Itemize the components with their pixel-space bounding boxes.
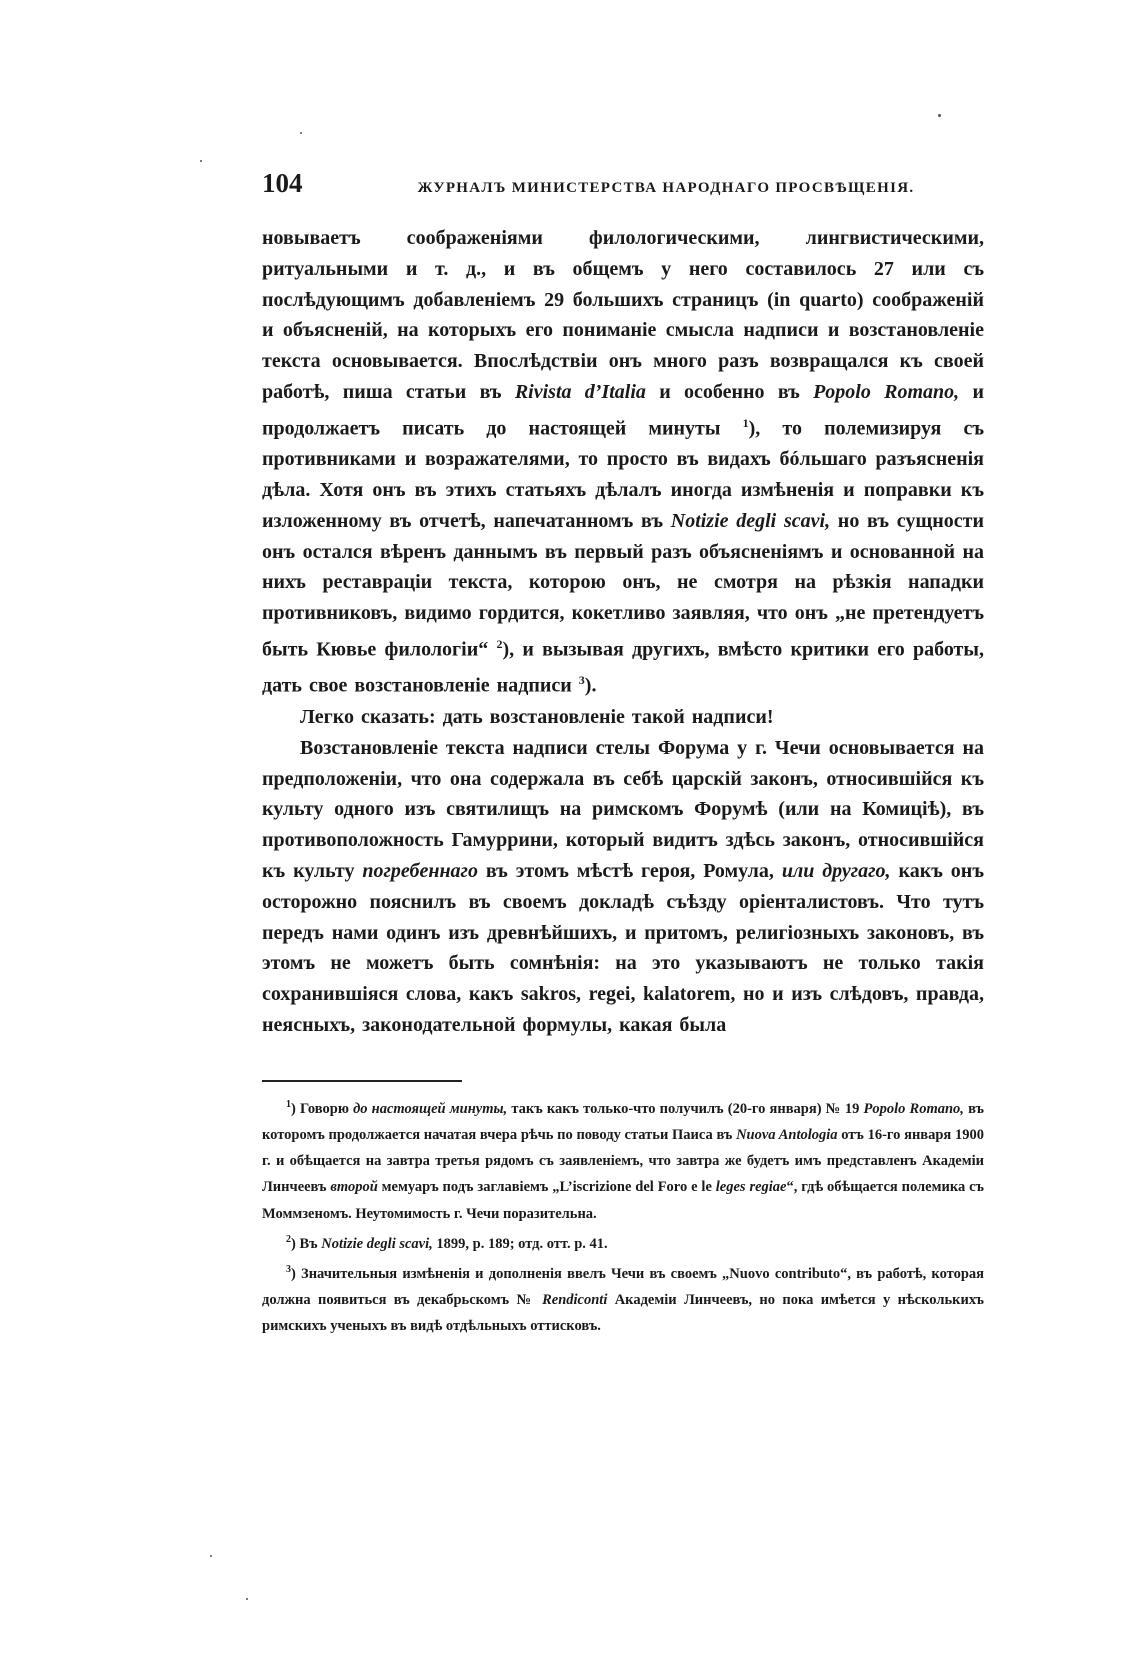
running-title: ЖУРНАЛЪ МИНИСТЕРСТВА НАРОДНАГО ПРОСВѢЩЕНІЯ. — [417, 180, 915, 196]
scan-speck — [210, 1555, 212, 1557]
scan-speck — [938, 114, 941, 117]
footnote-ref-2[interactable]: 2 — [496, 637, 503, 652]
page-header — [262, 168, 984, 204]
footnote-ref-1[interactable]: 1 — [742, 415, 749, 430]
page-number: 104 — [262, 168, 303, 198]
scan-speck — [200, 160, 202, 162]
scan-speck — [300, 132, 302, 134]
main-text — [262, 223, 984, 1041]
footnote-ref-3[interactable]: 3 — [578, 673, 585, 688]
paragraph-1: новываетъ соображеніями филологическими, лингвистическими, ритуальными и т. д., и въ общемъ у него составилось 27 или съ послѣдующимъ добавленіемъ 29 большихъ страницъ (in quarto) соображеній и объясненій, на которыхъ его пониманіе смысла надписи и возстановленіе текста основывается. Впослѣдствіи онъ много разъ возвращался къ своей работѣ, пиша статьи въ Rivista d’Italia и особенно въ Popolo Romano, и продолжаетъ писать до настоящей минуты $^1$), то полемизируя съ противниками и возражателями, то просто въ видахъ бóльшаго разъясненія дѣла. Хотя онъ въ этихъ статьяхъ дѣлалъ иногда измѣненія и поправки къ изложенному въ отчетѣ, напечатанномъ въ Notizie degli scavi, но въ сущности онъ остался вѣренъ даннымъ въ первый разъ объясненіямъ и основанной на нихъ реставраціи текста, которою онъ, не смотря на рѣзкія нападки противниковъ, видимо гордится, кокетливо заявляя, что онъ „не претендуетъ быть Кювье филологіи“ $^2$), и вызывая другихъ, вмѣсто критики его работы, дать свое возстановленіе надписи $^3$). — [262, 227, 984, 698]
paragraph-3: Возстановленіе текста надписи стелы Форума у г. Чечи основывается на предположеніи, что она содержала въ себѣ царскій законъ, относившійся къ культу одного изъ святилищъ на римскомъ Форумѣ (или на Комиціѣ), въ противоположность Гамуррини, который видитъ здѣсь законъ, относившійся къ культу погребеннаго въ этомъ мѣстѣ героя, Ромула, или другаго, какъ онъ осторожно пояснилъ въ своемъ докладѣ съѣзду оріенталистовъ. Что тутъ передъ нами одинъ изъ древнѣйшихъ, и притомъ, религіозныхъ законовъ, въ этомъ не можетъ быть сомнѣнія: на это указываютъ не только такія сохранившіяся слова, какъ sakros, regei, kalatorem, но и изъ слѣдовъ, правда, неясныхъ, законодательной формулы, какая была — [262, 736, 984, 1036]
footnote-1: $^1$) Говорю до настоящей минуты, такъ какъ только-что получилъ (20-го января) № 19 Popolo Romano, въ которомъ продолжается начатая вчера рѣчь по поводу статьи Паиса въ Nuova Antologia отъ 16-го января 1900 г. и обѣщается на завтра третья рядомъ съ заявленіемъ, что завтра же будетъ имъ представленъ Академіи Линчеевъ второй мемуаръ подъ заглавіемъ „L’iscrizione del Foro e le leges regiae“, гдѣ обѣщается полемика съ Моммзеномъ. Неутомимость г. Чечи поразительна. — [262, 1099, 984, 1222]
scan-speck — [246, 1598, 248, 1600]
footnotes — [262, 1092, 984, 1339]
footnote-3: $^3$) Значительныя измѣненія и дополненія ввелъ Чечи въ своемъ „Nuovo contributo“, въ работѣ, которая должна появиться въ декабрьскомъ № Rendiconti Академіи Линчеевъ, но пока имѣется у нѣсколькихъ римскихъ ученыхъ въ видѣ отдѣльныхъ оттисковъ. — [262, 1263, 984, 1335]
footnote-divider — [262, 1080, 462, 1082]
paragraph-2: Легко сказать: дать возстановленіе такой надписи! — [300, 705, 774, 728]
footnote-2: $^2$) Въ Notizie degli scavi, 1899, p. 189; отд. отт. p. 41. — [286, 1233, 608, 1252]
